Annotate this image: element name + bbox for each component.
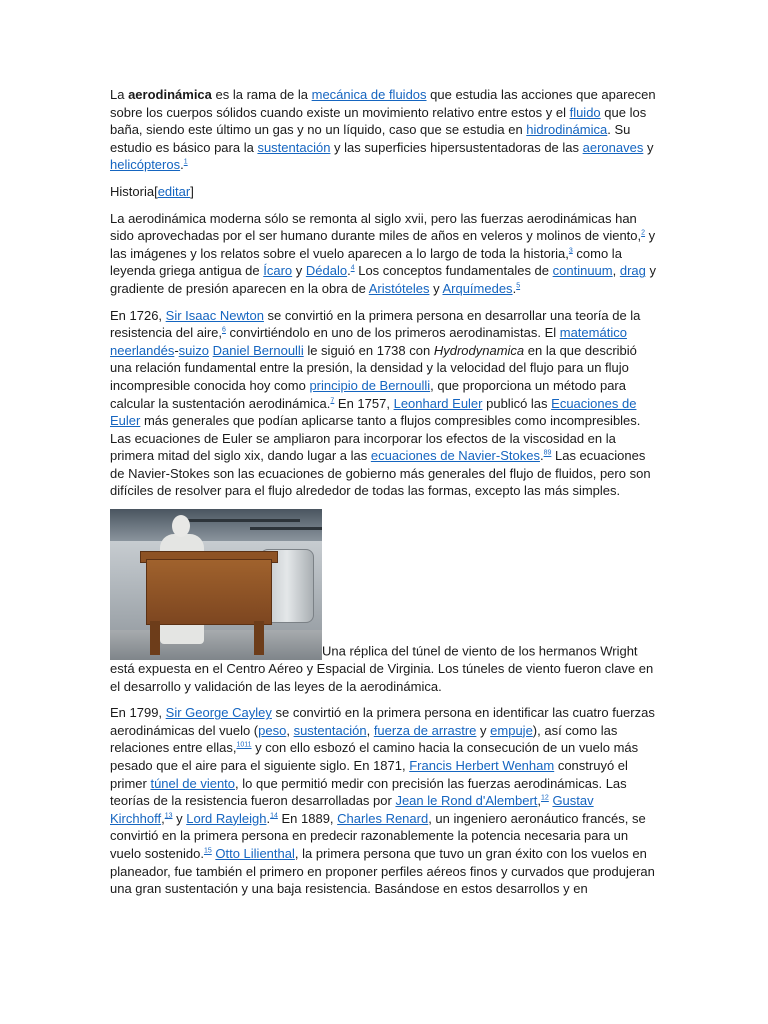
text: En 1799,: [110, 705, 166, 721]
link-mecanica-fluidos[interactable]: mecánica de fluidos: [311, 87, 427, 102]
bold-term: aerodinámica: [128, 87, 212, 102]
ref-link[interactable]: 1: [183, 159, 188, 167]
text: . Su estudio es básico para la: [110, 122, 631, 155]
link-aristoteles[interactable]: Aristóteles: [368, 280, 430, 296]
link-drag[interactable]: drag: [619, 263, 646, 279]
text: y gradiente de presión aparecen en la obra de: [110, 263, 657, 296]
italic-title: Hydrodynamica: [433, 342, 525, 358]
text: En 1726,: [110, 307, 166, 323]
photo-beam: [250, 527, 322, 530]
link-cayley[interactable]: Sir George Cayley: [165, 705, 272, 721]
edit-link[interactable]: editar: [157, 183, 191, 199]
link-neerlandes[interactable]: neerlandés: [110, 342, 175, 358]
figure-caption: Una réplica del túnel de viento de los hermanos Wright está expuesta en el Centro Aéreo y Espacial de Virginia. Los túneles de viento fueron clave en el desarrollo y validación de las leyes de la aerodinámica.: [110, 643, 654, 694]
text: que los baña, siendo este último un gas y no un líquido, caso que se estudia en: [110, 104, 647, 138]
text: , un ingeniero aeronáutico francés, se convirtió en la primera persona en predecir razonablemente la potencia necesaria para un vuelo sostenido.: [110, 810, 646, 861]
ref-link[interactable]: 15: [203, 847, 212, 855]
text: y las imágenes y los relatos sobre el vuelo aparecen a lo largo de toda la historia,: [110, 228, 656, 261]
link-sustentacion-2[interactable]: sustentación: [293, 722, 367, 738]
ref-link[interactable]: 89: [543, 449, 552, 457]
ref-link[interactable]: 6: [222, 326, 226, 334]
text: -: [174, 342, 179, 358]
link-empuje[interactable]: empuje: [490, 722, 533, 738]
link-dedalo[interactable]: Dédalo: [305, 263, 348, 279]
text: La aerodinámica moderna sólo se remonta al siglo xvii, pero las fuerzas aerodinámicas han sido aprovechadas por el ser humano durante miles de años en veleros y molinos de viento,: [110, 210, 642, 244]
photo-beam: [180, 519, 300, 522]
link-helicopteros[interactable]: helicópteros: [110, 157, 181, 173]
text: Los conceptos fundamentales de: [354, 263, 553, 279]
text: y: [172, 810, 187, 826]
text: y: [292, 263, 306, 279]
text: ,: [366, 722, 374, 738]
text: es la rama de la: [211, 87, 312, 102]
photo-statue-head: [172, 515, 190, 537]
text: publicó las: [482, 395, 552, 411]
text: .: [347, 263, 351, 279]
ref-link[interactable]: 5: [516, 282, 521, 290]
link-rayleigh[interactable]: Lord Rayleigh: [186, 810, 267, 826]
text: .: [180, 157, 184, 173]
link-icaro[interactable]: Ícaro: [263, 263, 293, 279]
text: más generales que podían aplicarse tanto a flujos compresibles como incompresibles. Las ecuaciones de Euler se ampliaron para incorporar los efectos de la viscosidad en la primera mitad del siglo xix, dando lugar a las: [110, 413, 641, 464]
text: y las superficies hipersustentadoras de las: [330, 139, 583, 155]
ref-link[interactable]: 12: [541, 794, 549, 802]
text: Las ecuaciones de Navier-Stokes son las ecuaciones de gobierno más generales del flujo de fluidos, pero son difíciles de resolver para el flujo alrededor de todas las formas, excepto las más simples.: [110, 448, 651, 499]
link-newton[interactable]: Sir Isaac Newton: [165, 307, 264, 323]
ref-link[interactable]: 1011: [236, 742, 252, 750]
text: La: [110, 87, 129, 102]
bracket: [: [154, 183, 158, 199]
text: convirtiéndolo en uno de los primeros aerodinamistas. El: [225, 325, 560, 341]
link-wenham[interactable]: Francis Herbert Wenham: [409, 758, 555, 774]
link-hidrodinamica[interactable]: hidrodinámica: [526, 122, 608, 138]
text: En 1889,: [277, 810, 338, 826]
text: que estudia las acciones que aparecen sobre los cuerpos sólidos cuando existe un movimiento relativo entre estos y el: [110, 87, 656, 120]
link-euler[interactable]: Leonhard Euler: [393, 395, 483, 411]
text: y: [429, 280, 443, 296]
article-body: [110, 86, 658, 907]
text: le siguió en 1738 con: [303, 342, 434, 358]
photo-wooden-box: [146, 559, 272, 625]
ref-link[interactable]: 4: [350, 265, 355, 273]
ref-link[interactable]: 3: [568, 247, 573, 255]
text: y con ello esbozó el camino hacia la consecución de un vuelo más pesado que el aire para el siguiente siglo. En 1871,: [110, 740, 639, 774]
photo-leg: [254, 621, 264, 655]
link-arquimedes[interactable]: Arquímedes: [442, 280, 513, 296]
link-navier-stokes[interactable]: ecuaciones de Navier-Stokes: [370, 448, 540, 464]
link-kirchhoff[interactable]: Gustav Kirchhoff: [110, 793, 594, 826]
text: y: [643, 139, 654, 155]
photo-leg: [150, 621, 160, 655]
text: .: [539, 448, 544, 464]
ref-link[interactable]: 14: [270, 812, 278, 820]
link-dalembert[interactable]: Jean le Rond d'Alembert: [395, 793, 538, 809]
link-lilienthal[interactable]: Otto Lilienthal: [215, 846, 295, 861]
ref-link[interactable]: 13: [164, 812, 173, 820]
intro-paragraph: [110, 86, 658, 174]
history-paragraph-1: [110, 210, 658, 298]
link-tunel-viento[interactable]: túnel de viento: [150, 775, 236, 791]
ref-link[interactable]: 7: [330, 397, 335, 405]
link-renard[interactable]: Charles Renard: [337, 810, 429, 826]
link-continuum[interactable]: continuum: [552, 263, 613, 279]
bracket: ]: [190, 183, 194, 199]
figure: [110, 509, 658, 695]
photo-floor: [110, 630, 322, 660]
text: En 1757,: [334, 395, 394, 411]
text: ,: [286, 722, 294, 738]
text: se convirtió en la primera persona en desarrollar una teoría de la resistencia del aire,: [110, 307, 641, 341]
text: , la primera persona que tuvo un gran éxito con los vuelos en planeador, fue también el primero en proponer perfiles aéreos finos y curvados que produjeran una gran sustentación y una baja resistencia. Basándose en estos desarrollos y en: [110, 846, 655, 897]
text: construyó el primer: [110, 758, 628, 791]
text: como la leyenda griega antigua de: [110, 245, 622, 279]
text: .: [512, 280, 517, 296]
link-ecuaciones-euler[interactable]: Ecuaciones de Euler: [110, 395, 637, 429]
photo-ceiling: [110, 509, 322, 541]
ref-link[interactable]: 2: [641, 229, 646, 237]
link-principio-bernoulli[interactable]: principio de Bernoulli: [309, 377, 431, 393]
text: y: [476, 722, 491, 738]
section-heading-historia: [110, 183, 658, 201]
link-peso[interactable]: peso: [258, 722, 287, 738]
text: ,: [612, 263, 620, 279]
text: ), así como las relaciones entre ellas,: [110, 722, 618, 756]
text: ,: [161, 810, 165, 826]
history-paragraph-3: [110, 704, 658, 898]
link-suizo[interactable]: suizo: [178, 342, 210, 358]
text: , que proporciona un método para calcular la sustentación aerodinámica.: [110, 377, 626, 411]
text: ,: [537, 793, 542, 809]
text: .: [266, 810, 271, 826]
history-paragraph-2: [110, 307, 658, 501]
link-fluido[interactable]: fluido: [569, 104, 601, 120]
wind-tunnel-photo[interactable]: [110, 509, 322, 660]
link-fuerza-arrastre[interactable]: fuerza de arrastre: [373, 722, 477, 738]
text: en la que describió una relación fundamental entre la presión, la densidad y la velocidad del flujo para un flujo incompresible conocida hoy como: [110, 342, 637, 393]
text: se convirtió en la primera persona en identificar las cuatro fuerzas aerodinámicas del vuelo (: [110, 705, 655, 738]
text: , lo que permitió medir con precisión las fuerzas aerodinámicas. Las teorías de la resistencia fueron desarrolladas por: [110, 775, 627, 809]
link-sustentacion[interactable]: sustentación: [257, 139, 331, 155]
link-bernoulli[interactable]: Daniel Bernoulli: [212, 342, 304, 358]
heading-text: Historia: [110, 183, 155, 199]
link-matematico[interactable]: matemático: [559, 325, 627, 341]
link-aeronaves[interactable]: aeronaves: [582, 139, 644, 155]
